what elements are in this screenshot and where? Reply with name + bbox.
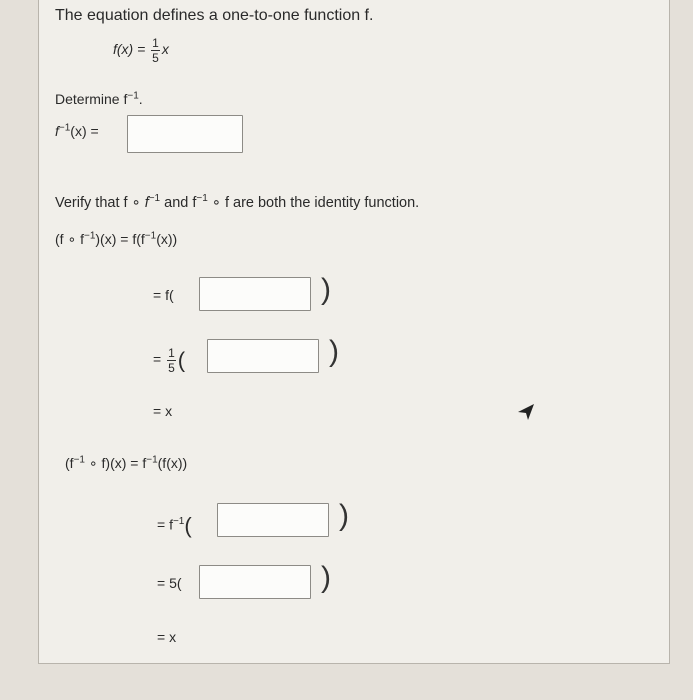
determine-prompt: Determine $f^{-1}$. [55,90,143,107]
step-5-label: = 5( [157,575,182,591]
step-2-label: = $\frac{1}{5}$ ( [153,346,186,375]
problem-intro: The equation defines a one-to-one function f. [55,7,374,24]
step-3-result: = x [153,403,173,419]
problem-card [38,0,670,664]
function-fraction: $\frac{1}{5}$ [152,36,159,65]
step-4-close-paren: ) [339,499,349,532]
step-1-answer-input[interactable] [199,277,311,311]
step-2-fraction: $\frac{1}{5}$ [168,346,175,375]
step-5-answer-input[interactable] [199,565,311,599]
verify-prompt: Verify that f ∘ $f^{-1}$ and $f^{-1}$ ∘ f are both the identity function. [55,193,420,211]
inverse-answer-input[interactable] [127,115,243,153]
step-5-close-paren: ) [321,561,331,594]
inverse-label: $f^{-1}(x)$ = [55,122,99,139]
composition-line-1: (f ∘ $f^{-1})(x) = f(f^{-1}(x))$ [55,230,178,247]
step-2-answer-input[interactable] [207,339,319,373]
step-4-answer-input[interactable] [217,503,329,537]
mouse-cursor-icon [516,402,536,427]
step-6-result: = x [157,629,177,645]
composition-line-2: ($f^{-1}$ ∘ $f)(x) = f^{-1}(f(x))$ [65,454,188,471]
step-2-close-paren: ) [329,335,339,368]
step-4-label: = $f^{-1}$( [157,513,192,538]
step-1-label: = f( [153,287,174,303]
function-definition: f(x) = $\frac{1}{5}$ x [113,36,169,65]
step-1-close-paren: ) [321,273,331,306]
